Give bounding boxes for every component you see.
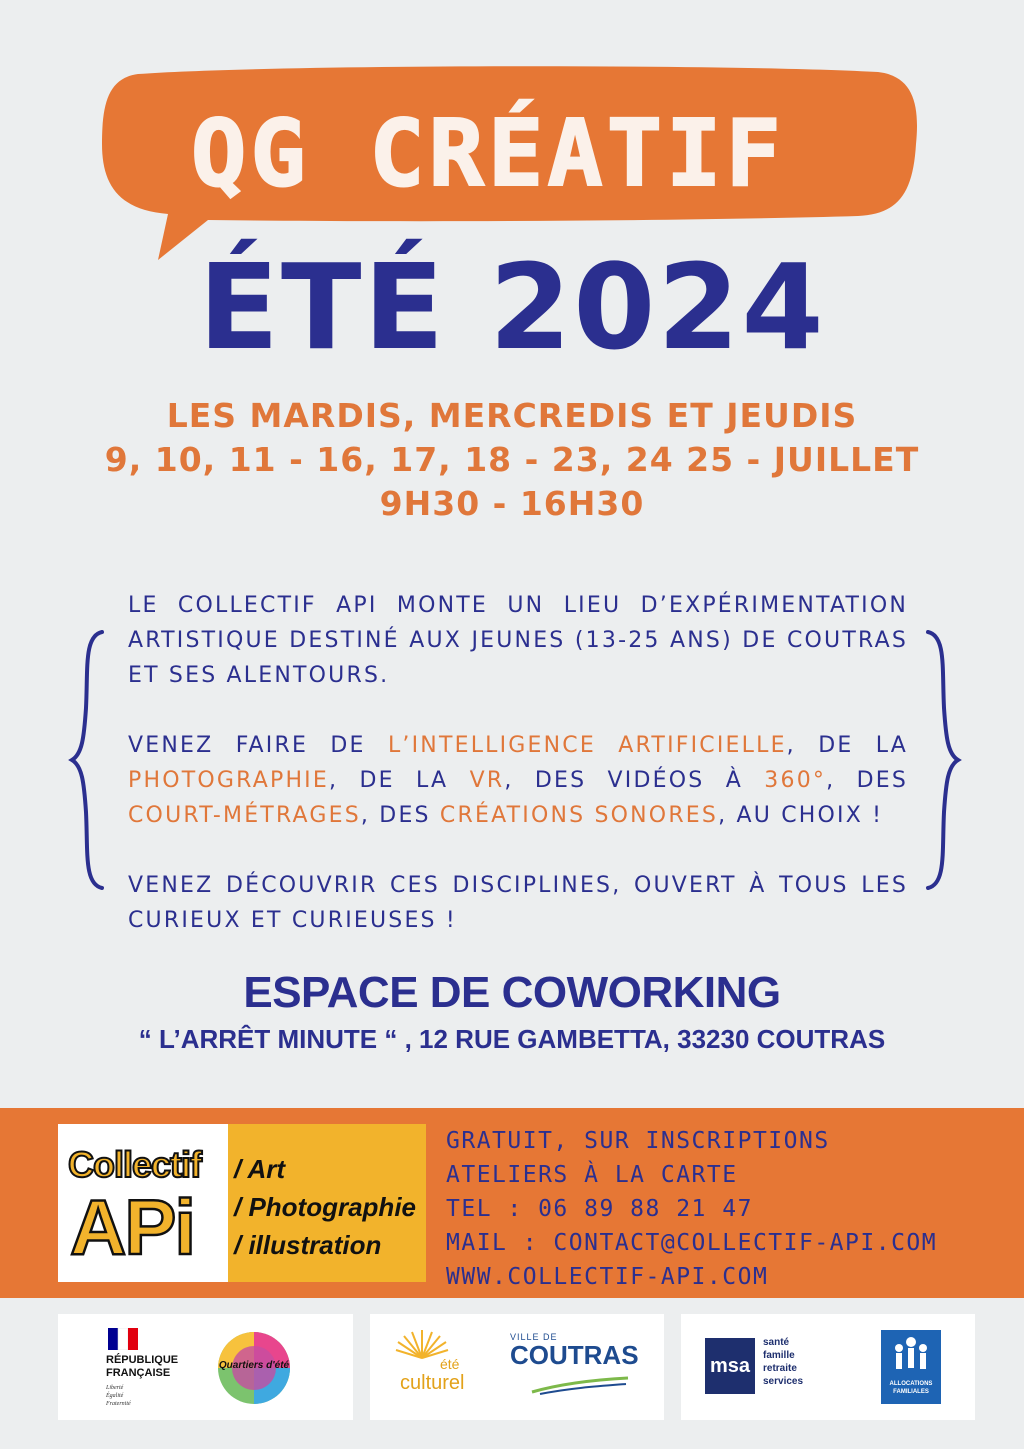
rf-motto [106,1384,131,1408]
msa-line-1: santé [763,1337,790,1348]
partners-group-3 [681,1314,975,1420]
contact-free: GRATUIT, SUR INSCRIPTIONS [446,1128,830,1154]
schedule-days: LES MARDIS, MERCREDIS ET JEUDIS [166,396,858,435]
caf-logo [881,1330,941,1404]
info-band [0,1108,1024,1298]
rf-motto-2: Égalité [106,1393,124,1399]
text-segment: , DES VIDÉOS À [504,768,765,793]
quartiers-ete-label: Quartiers d'été [218,1360,290,1371]
event-subtitle: ÉTÉ 2024 [198,238,826,376]
coutras-swoosh-icon [530,1372,630,1396]
schedule-hours: 9H30 - 16H30 [379,484,645,523]
ville-de-label: VILLE DE [510,1332,558,1342]
rf-line1: RÉPUBLIQUE [106,1354,179,1366]
description-invite: VENEZ DÉCOUVRIR CES DISCIPLINES, OUVERT À TOUS LES CURIEUX ET CURIEUSES ! [128,873,908,933]
discipline-art: / Art [234,1154,286,1184]
rf-motto-3: Fraternité [106,1401,131,1407]
venue-address: “ L’ARRÊT MINUTE “ , 12 RUE GAMBETTA, 33230 COUTRAS [138,1024,886,1054]
marianne-icon [108,1328,138,1350]
rf-label [106,1354,178,1380]
activity-ai: L’INTELLIGENCE ARTIFICIELLE [387,733,787,758]
text-segment: , DES [826,768,909,793]
description-activities [128,728,908,833]
text-segment: , AU CHOIX ! [718,803,884,828]
contact-website[interactable]: WWW.COLLECTIF-API.COM [446,1264,769,1290]
description [128,588,908,973]
partners-group-2 [370,1314,664,1420]
partners-group-1 [58,1314,353,1420]
activity-short-films: COURT-MÉTRAGES [128,803,361,828]
rf-line2: FRANÇAISE [106,1367,171,1379]
description-intro: LE COLLECTIF API MONTE UN LIEU D’EXPÉRIMENTATION ARTISTIQUE DESTINÉ AUX JEUNES (13-25 ANS) DE COUTRAS ET SES ALENTOURS. [128,593,908,688]
ete-culturel-line1: été [440,1356,460,1372]
contact-info [446,1124,937,1294]
schedule-dates: 9, 10, 11 - 16, 17, 18 - 23, 24 25 - JUILLET [104,440,920,479]
msa-line-2: famille [763,1350,795,1361]
activity-vr: VR [469,768,505,793]
rf-motto-1: Liberté [106,1385,124,1391]
caf-line-1: ALLOCATIONS [889,1381,933,1387]
text-segment: VENEZ FAIRE DE [128,733,388,758]
discipline-illustration: / illustration [234,1230,382,1260]
caf-label [881,1380,941,1396]
disciplines-panel [228,1124,426,1282]
svg-text:msa: msa [709,1355,751,1377]
logo-line2: APi [70,1183,195,1271]
text-segment: , DE LA [786,733,908,758]
left-brace-icon [68,628,108,892]
activity-360: 360° [764,768,827,793]
activity-sound: CRÉATIONS SONORES [439,803,719,828]
event-title: QG CRÉATIF [191,100,785,207]
msa-line-4: services [763,1376,804,1387]
schedule [0,394,1024,526]
collectif-api-logo [58,1124,228,1282]
venue [0,968,1024,1055]
right-brace-icon [922,628,962,892]
text-segment: , DE LA [328,768,470,793]
logo-line1: Collectif [68,1144,202,1185]
msa-logo [705,1338,755,1394]
ete-culturel-line2: culturel [400,1372,465,1394]
caf-family-icon [881,1330,941,1378]
msa-tagline [763,1336,803,1388]
activity-photo: PHOTOGRAPHIE [128,768,329,793]
contact-email[interactable]: MAIL : CONTACT@COLLECTIF-API.COM [446,1230,938,1256]
coutras-logo-text: COUTRAS [510,1340,639,1370]
contact-phone[interactable]: TEL : 06 89 88 21 47 [446,1196,753,1222]
venue-title: ESPACE DE COWORKING [243,968,781,1017]
contact-workshops: ATELIERS À LA CARTE [446,1162,738,1188]
discipline-photo: / Photographie [234,1192,416,1222]
text-segment: , DES [360,803,440,828]
msa-line-3: retraite [763,1363,797,1374]
caf-line-2: FAMILIALES [893,1389,929,1395]
